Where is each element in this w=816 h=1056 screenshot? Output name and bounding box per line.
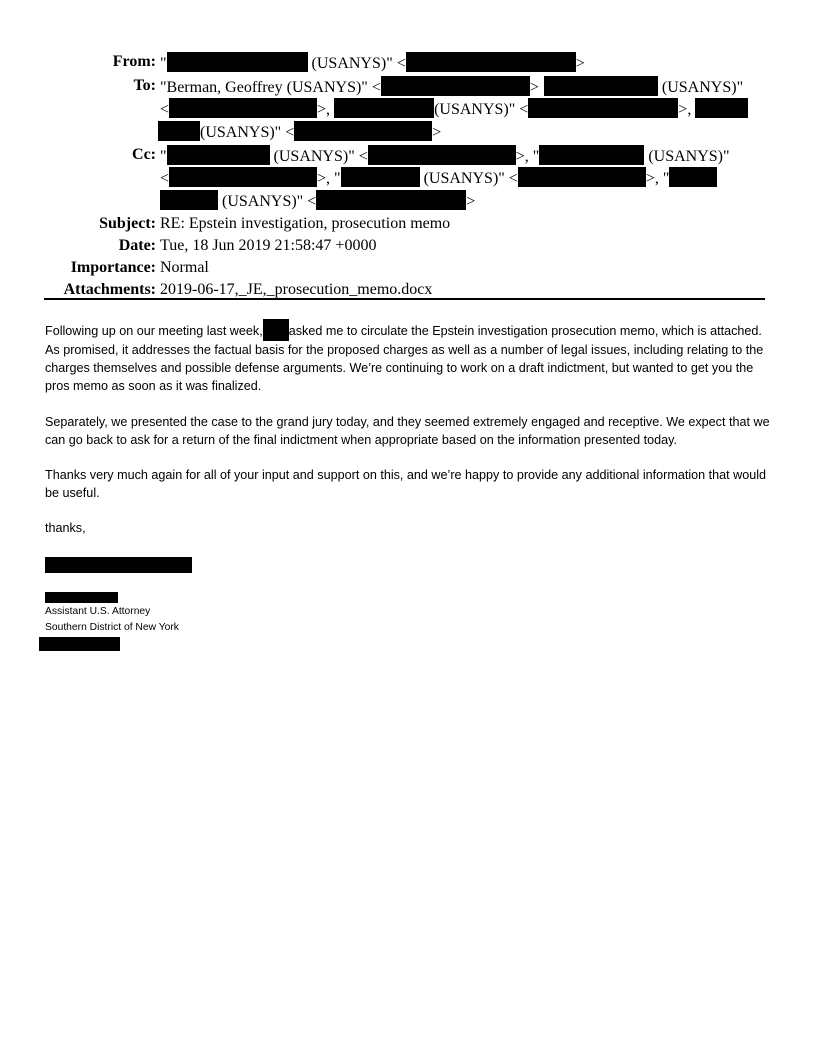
body-paragraph: Thanks very much again for all of your input and support on this, and we’re happy to provide any additional information that would be useful.: [45, 468, 767, 501]
from-label: From:: [112, 53, 156, 70]
body-paragraph: Separately, we presented the case to the grand jury today, and they seemed extremely engaged and receptive. We expect that we can go back to ask for a return of the final indictment when appropriate based on the information presented today.: [45, 414, 770, 447]
signature: [45, 604, 179, 635]
attachments-row: [0, 280, 816, 300]
importance-value: Normal: [160, 258, 209, 276]
cc-row: [0, 145, 816, 212]
redaction-block: [45, 592, 118, 603]
subject-value: RE: Epstein investigation, prosecution memo: [160, 214, 451, 232]
redaction-block: [316, 190, 466, 210]
redaction-block: [158, 121, 200, 141]
header-divider: [44, 298, 765, 300]
cc-value: " (USANYS)" < >, " (USANYS)" < >, " (USANYS)" < >, " (USANYS)" < >: [160, 145, 760, 212]
redaction-block: [334, 98, 434, 118]
redaction-block: [695, 98, 748, 118]
importance-label: Importance:: [70, 258, 156, 276]
redaction-block: [544, 76, 658, 96]
to-label: To:: [133, 77, 156, 94]
redaction-block: [518, 167, 646, 187]
redaction-block: [381, 76, 530, 96]
signature-office: Southern District of New York: [45, 621, 179, 633]
closing: thanks,: [45, 521, 86, 536]
cc-label: Cc:: [132, 145, 156, 163]
email-header: [0, 52, 816, 302]
redaction-block: [368, 145, 516, 165]
redaction-block: [160, 190, 218, 210]
date-row: [0, 236, 816, 256]
body-paragraph: Following up on our meeting last week, asked me to circulate the Epstein investigation prosecution memo, which is attached. As promised, it addresses the factual basis for the proposed charges as well as a number of legal issues, including relating to the charges themselves and possible defense arguments. We’re continuing to work on a draft indictment, but wanted to get you the pros memo as soon as it was finalized.: [45, 319, 775, 396]
subject-row: [0, 214, 816, 234]
redaction-block: [169, 167, 317, 187]
redaction-block: [45, 557, 192, 573]
redaction-block: [39, 637, 120, 651]
redaction-block: [167, 145, 270, 165]
redaction-block: [167, 52, 308, 72]
attachments-label: Attachments:: [63, 280, 156, 298]
redaction-block: [294, 121, 432, 141]
to-value: "Berman, Geoffrey (USANYS)" < > (USANYS)" < >, (USANYS)" < >, (USANYS)" < >: [160, 76, 760, 143]
redaction-block: [406, 52, 576, 72]
redaction-block: [341, 167, 420, 187]
attachment-filename[interactable]: 2019-06-17,_JE,_prosecution_memo.docx: [160, 280, 433, 298]
importance-row: [0, 258, 816, 278]
redaction-block: [263, 319, 289, 341]
redaction-block: [669, 167, 717, 187]
redaction-block: [169, 98, 317, 118]
to-row: [0, 76, 816, 143]
email-body: [45, 319, 775, 538]
date-label: Date:: [118, 236, 156, 254]
from-row: [0, 52, 816, 74]
signature-title: Assistant U.S. Attorney: [45, 606, 151, 617]
redaction-block: [539, 145, 644, 165]
date-value: Tue, 18 Jun 2019 21:58:47 +0000: [160, 236, 377, 254]
subject-label: Subject:: [99, 214, 156, 232]
from-value: " (USANYS)" < >: [160, 52, 760, 74]
redaction-block: [528, 98, 678, 118]
